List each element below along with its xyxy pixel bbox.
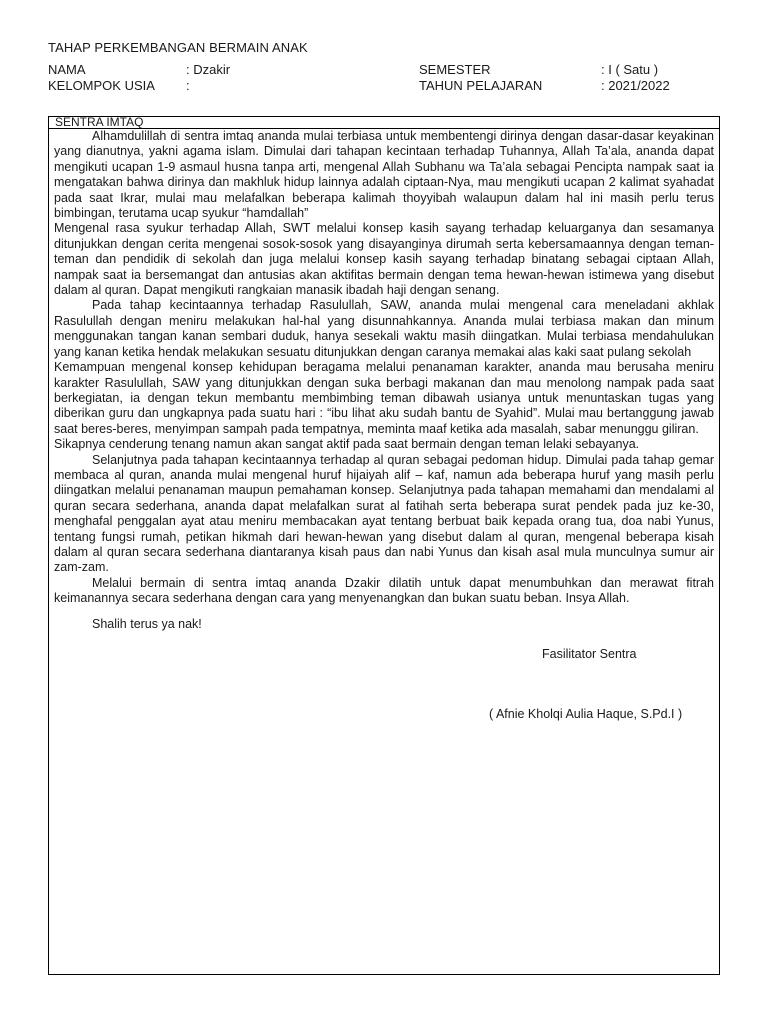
period-info — [419, 62, 670, 94]
report-content — [49, 129, 719, 723]
semester-value: : I ( Satu ) — [601, 62, 659, 77]
student-info — [48, 62, 230, 94]
semester-row — [419, 62, 670, 78]
name-label: NAMA — [48, 62, 86, 77]
facilitator-label: Fasilitator Sentra — [542, 647, 637, 661]
age-group-value: : — [186, 78, 190, 93]
paragraph: Melalui bermain di sentra imtaq ananda Dzakir dilatih untuk dapat menumbuhkan dan merawat fitrah keimanannya secara sederhana dengan cara yang menyenangkan dan bukan suatu beban. Insya Allah. — [54, 575, 714, 606]
name-value: : Dzakir — [186, 62, 231, 77]
section-header: SENTRA IMTAQ — [49, 117, 719, 129]
signature-name: ( Afnie Kholqi Aulia Haque, S.Pd.I ) — [489, 707, 683, 722]
report-box — [48, 116, 720, 975]
age-group-label: KELOMPOK USIA — [48, 78, 155, 93]
school-year-row — [419, 78, 670, 94]
name-row — [48, 62, 230, 78]
paragraph: Sikapnya cenderung tenang namun akan sangat aktif pada saat bermain dengan teman lelaki sebayanya. — [54, 437, 640, 452]
semester-label: SEMESTER — [419, 62, 491, 77]
paragraph: Kemampuan mengenal konsep kehidupan beragama melalui penanaman karakter, ananda mau berusaha meniru karakter Rasulullah, SAW yang ditunjukkan dengan suka berbagi makanan dan mau menolong nampak pada saat berkegiatan, ia dengan tekun membantu membimbing teman dibawah usianya untuk menuntaskan tugas yang diberikan guru dan ungkapnya pada suatu hari : “ibu lihat aku sudah bantu de Syahid”. Mulai mau bertanggung jawab saat beres-beres, menyimpan sampah pada tempatnya, meminta maaf ketika ada masalah, sabar menunggu giliran. — [54, 360, 714, 436]
age-group-row — [48, 78, 230, 94]
paragraph: Pada tahap kecintaannya terhadap Rasulullah, SAW, ananda mulai mengenal cara meneladani akhlak Rasulullah dengan meniru melakukan hal-hal yang disunnahkannya. Ananda mulai terbiasa makan dan minum menggunakan tangan kanan sembari duduk, hanya sesekali waktu masih diingatkan. Mulai terbiasa mendahulukan yang kanan ketika hendak melakukan sesuatu ditunjukkan dengan caranya memakai alas kaki saat pulang sekolah — [54, 298, 714, 359]
paragraph: Alhamdulillah di sentra imtaq ananda mulai terbiasa untuk membentengi dirinya dengan dasar-dasar keyakinan yang dianutnya, yakni agama islam. Dimulai dari tahapan kecintaan terhadap Tuhannya, Allah Ta’ala, ananda dapat mengikuti ucapan 1-9 asmaul husna tanpa arti, mengenal Allah Subhanu wa Ta’ala sebagai Pencipta nampak saat ia mengatakan bahwa dirinya dan makhluk hidup lainnya adalah ciptaan-Nya, mau mengikuti ucapan 2 kalimat syahadat pada saat Ikrar, mulai mau melafalkan beberapa kalimah thoyyibah walaupun dalam hal ini masih perlu terus bimbingan, terutama ucap syukur “hamdallah” — [54, 129, 714, 221]
school-year-value: : 2021/2022 — [601, 78, 670, 93]
closing-message: Shalih terus ya nak! — [92, 616, 202, 631]
document-title: TAHAP PERKEMBANGAN BERMAIN ANAK — [48, 40, 308, 55]
paragraph: Selanjutnya pada tahapan kecintaannya terhadap al quran sebagai pedoman hidup. Dimulai pada tahap gemar membaca al quran, ananda mulai mengenal huruf hijaiyah alif – kaf, namun ada beberapa huruf yang masih perlu diingatkan melalui penanaman maupun pemahaman konsep. Selanjutnya pada tahapan memahami dan mendalami al quran secara sederhana, ananda dapat melafalkan surat al fatihah serta beberapa surat pendek pada juz ke-30, menghafal penggalan ayat atau meniru membacakan ayat tentang berbuat baik kepada orang tua, doa nabi Yunus, tentang fungsi rumah, petikan hikmah dari hewan-hewan yang disebut dalam al quran, mengenal beberapa kisah dalam al quran secara sederhana diantaranya kisah paus dan nabi Yunus dan kisah asal mula munculnya sumur air zam-zam. — [54, 452, 714, 575]
school-year-label: TAHUN PELAJARAN — [419, 78, 543, 93]
paragraph: Mengenal rasa syukur terhadap Allah, SWT melalui konsep kasih sayang terhadap keluarganya dan sesamanya ditunjukkan dengan cerita mengenai sosok-sosok yang disayanginya dirumah serta kebersamaannya dengan teman-teman dan pendidik di sekolah dan juga melalui konsep kasih sayang terhadap binatang sebagai ciptaan Allah, nampak saat ia bersemangat dan antusias akan aktifitas bermain dengan tema hewan-hewan istimewa yang disebut dalam al quran. Dapat mengikuti rangkaian manasik ibadah haji dengan senang. — [54, 221, 714, 298]
